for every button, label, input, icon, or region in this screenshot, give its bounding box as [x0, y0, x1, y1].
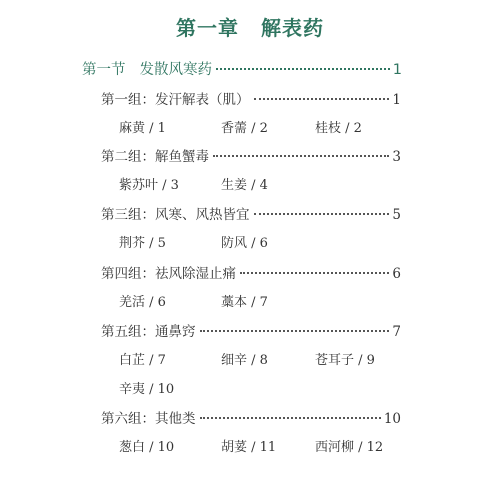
group-page-number: 5 [392, 207, 401, 223]
herb-row [119, 232, 419, 252]
herb-row [119, 117, 419, 137]
herb-entry[interactable]: 葱白 / 10 [119, 440, 175, 455]
group-label: 第五组：通鼻窍 [101, 324, 196, 340]
section-label [82, 58, 212, 79]
section-number: 第一节 [82, 62, 126, 78]
group-page-number: 6 [392, 266, 401, 282]
herb-entry[interactable]: 麻黄 / 1 [119, 121, 166, 136]
dot-leader [200, 330, 390, 332]
herb-entry[interactable]: 白芷 / 7 [119, 353, 166, 368]
herb-entry[interactable]: 荆芥 / 5 [119, 236, 166, 251]
herb-row [119, 349, 419, 369]
section-name: 发散风寒药 [139, 62, 212, 78]
group-label: 第六组：其他类 [101, 411, 196, 427]
group-page-number: 3 [392, 149, 401, 165]
section-page-number: 1 [392, 62, 402, 78]
herb-entry[interactable]: 辛夷 / 10 [119, 382, 175, 397]
toc-section-entry[interactable] [82, 58, 402, 79]
group-label: 第四组：祛风除湿止痛 [101, 266, 236, 282]
herb-entry[interactable]: 细辛 / 8 [221, 353, 268, 368]
dot-leader [213, 155, 389, 157]
dot-leader [200, 417, 381, 419]
toc-group-entry[interactable] [101, 407, 401, 427]
chapter-title [0, 12, 500, 41]
toc-group-entry[interactable] [101, 320, 401, 340]
dot-leader [254, 98, 390, 100]
chapter-number: 第一章 [176, 16, 239, 40]
herb-entry[interactable]: 紫苏叶 / 3 [119, 178, 179, 193]
herb-row [119, 291, 419, 311]
group-label: 第二组：解鱼蟹毒 [101, 149, 209, 165]
dot-leader [254, 213, 390, 215]
group-label: 第一组：发汗解表（肌） [101, 92, 250, 108]
herb-entry[interactable]: 防风 / 6 [221, 236, 268, 251]
dot-leader [216, 68, 390, 70]
toc-group-entry[interactable] [101, 88, 401, 108]
herb-entry[interactable]: 苍耳子 / 9 [315, 353, 375, 368]
herb-entry[interactable]: 生姜 / 4 [221, 178, 268, 193]
toc-group-entry[interactable] [101, 145, 401, 165]
group-page-number: 1 [392, 92, 401, 108]
herb-entry[interactable]: 西河柳 / 12 [315, 440, 384, 455]
herb-entry[interactable]: 香薷 / 2 [221, 121, 268, 136]
group-page-number: 7 [392, 324, 401, 340]
toc-group-entry[interactable] [101, 203, 401, 223]
herb-row [119, 378, 419, 398]
herb-entry[interactable]: 藁本 / 7 [221, 295, 268, 310]
chapter-name: 解表药 [261, 16, 324, 40]
dot-leader [240, 272, 389, 274]
herb-entry[interactable]: 胡荽 / 11 [221, 440, 277, 455]
group-page-number: 10 [383, 411, 401, 427]
group-label: 第三组：风寒、风热皆宜 [101, 207, 250, 223]
herb-row [119, 436, 419, 456]
herb-entry[interactable]: 桂枝 / 2 [315, 121, 362, 136]
herb-entry[interactable]: 羌活 / 6 [119, 295, 166, 310]
herb-row [119, 174, 419, 194]
toc-group-entry[interactable] [101, 262, 401, 282]
